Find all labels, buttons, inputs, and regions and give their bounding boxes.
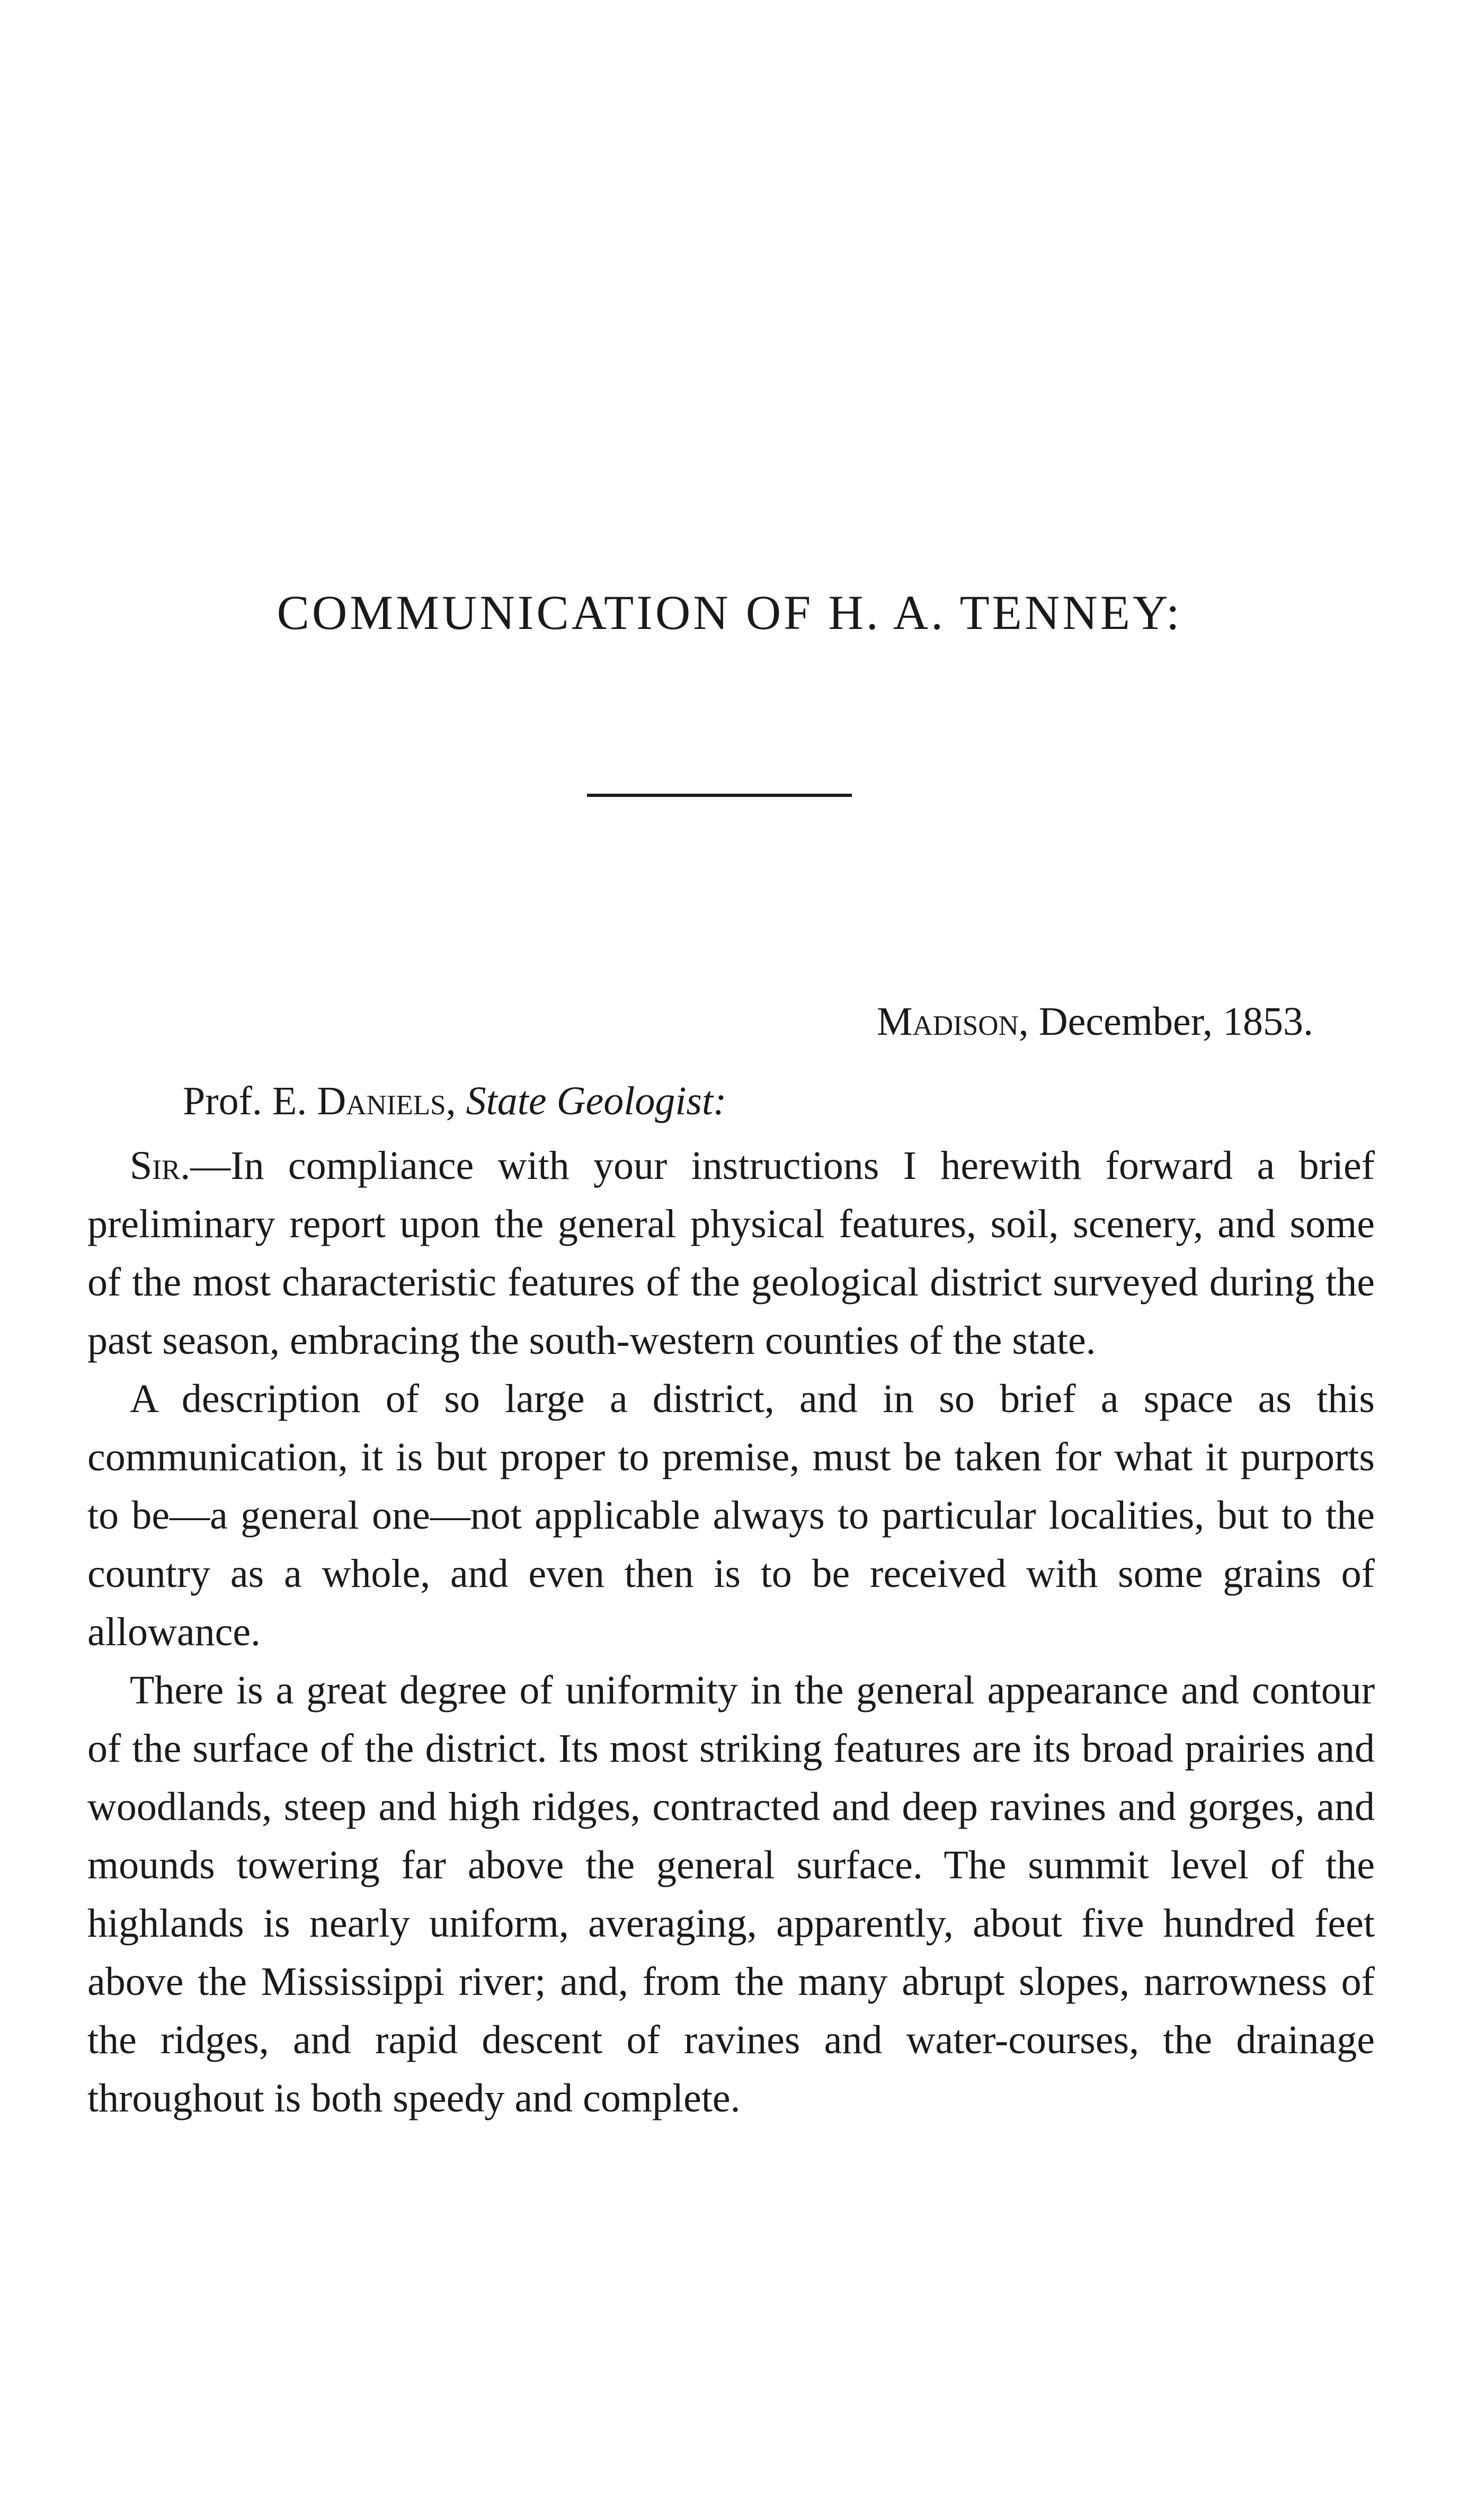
salutation-separator: ,: [446, 1079, 466, 1123]
salutation-prefix: Prof. E.: [183, 1079, 317, 1123]
title-rule: [587, 794, 852, 797]
paragraph: [87, 1137, 1375, 1370]
paragraph-text: —In compliance with your instructions I herewith forward a brief preliminary report upon the general physical features, soil, scenery, and some of the most characteristic features of the geological district surveyed during the past season, embracing the south-western counties of the state.: [87, 1143, 1375, 1363]
dateline-date: , December, 1853.: [1018, 999, 1313, 1044]
dateline: [877, 1001, 1313, 1042]
paragraph: A description of so large a district, and in so brief a space as this communication, it is but proper to premise, must be taken for what it purports to be—a general one—not applicable always to particular localities, but to the country as a whole, and even then is to be received with some grains of allowance.: [87, 1377, 1375, 1654]
addressee-name: Daniels: [317, 1079, 446, 1123]
letter-body: [87, 1137, 1375, 2127]
dateline-place: Madison: [876, 999, 1019, 1044]
paragraph-opening: Sir.: [130, 1143, 191, 1188]
salutation: [183, 1081, 726, 1121]
page-title: COMMUNICATION OF H. A. TENNEY:: [277, 585, 1182, 640]
addressee-role: State Geologist:: [466, 1079, 727, 1123]
paragraph: There is a great degree of uniformity in the general appearance and contour of the surface of the district. Its most striking features are its broad prairies and woodlands, steep and high ridges, contracted and deep ravines and gorges, and mounds towering far above the general surface. The summit level of the highlands is nearly uniform, averaging, apparently, about five hundred feet above the Mississippi river; and, from the many abrupt slopes, narrowness of the ridges, and rapid descent of ravines and water-courses, the drainage throughout is both speedy and complete.: [87, 1668, 1375, 2120]
